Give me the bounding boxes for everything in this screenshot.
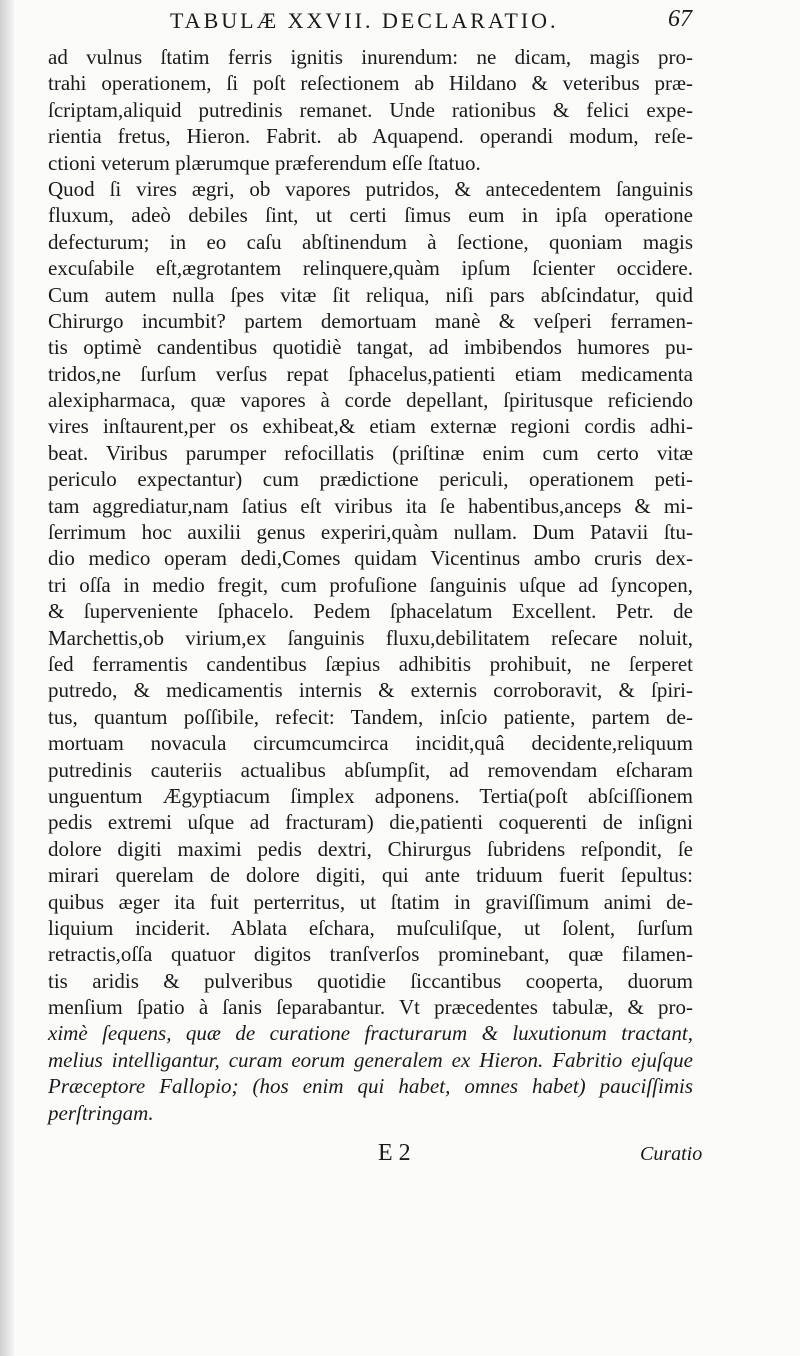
text-line: Chirurgo incumbit? partem demortuam manè & veſperi ferramen- bbox=[48, 308, 693, 333]
text-line: mortuam novacula circumcumcirca incidit,quâ decidente,reliquum bbox=[48, 731, 693, 756]
text-line: mirari querelam de dolore digiti, qui ante triduum fuerit ſepultus: bbox=[48, 863, 693, 888]
text-line: ſcriptam,aliquid putredinis remanet. Unde rationibus & felici expe- bbox=[48, 97, 693, 122]
catchword: Curatio bbox=[640, 1143, 703, 1165]
text-line: liquium inciderit. Ablata eſchara, muſculiſque, ut ſolent, ſurſum bbox=[48, 915, 693, 940]
text-line: ſerrimum hoc auxilii genus experiri,quàm nullam. Dum Patavii ſtu- bbox=[48, 520, 693, 545]
text-line: trahi operationem, ſi poſt reſectionem ab Hildano & veteribus præ- bbox=[48, 71, 693, 96]
text-line: alexipharmaca, quæ vapores à corde depellant, ſpiritusque reficiendo bbox=[48, 388, 693, 413]
text-line: ſed ferramentis candentibus ſæpius adhibitis prohibuit, ne ſerperet bbox=[48, 651, 693, 676]
text-line: Præceptore Fallopio; (hos enim qui habet, omnes habet) pauciſſimis bbox=[48, 1074, 693, 1099]
text-line: vires inſtaurent,per os exhibeat,& etiam externæ regioni cordis adhi- bbox=[48, 414, 693, 439]
text-line: periculo expectantur) cum prædictione periculi, operationem peti- bbox=[48, 467, 693, 492]
text-line: fluxum, adeò debiles ſint, ut certi ſimus eum in ipſa operatione bbox=[48, 203, 693, 228]
text-line: putredinis cauteriis actualibus abſumpſit, ad removendam eſcharam bbox=[48, 757, 693, 782]
text-line: ad vulnus ſtatim ferris ignitis inurendum: ne dicam, magis pro- bbox=[48, 45, 693, 69]
text-line: ximè ſequens, quæ de curatione fracturarum & luxutionum tractant, bbox=[48, 1021, 693, 1046]
text-line: Cum autem nulla ſpes vitæ ſit reliqua, niſi pars abſcindatur, quid bbox=[48, 282, 693, 307]
page-gutter bbox=[0, 0, 14, 1356]
text-line: rientia fretus, Hieron. Fabrit. ab Aquapend. operandi modum, reſe- bbox=[48, 124, 693, 149]
text-line: beat. Viribus parumper refocillatis (priſtinæ enim cum certo vitæ bbox=[48, 440, 693, 465]
text-line: melius intelligantur, curam eorum generalem ex Hieron. Fabritio ejuſque bbox=[48, 1047, 693, 1072]
text-line: tam aggrediatur,nam ſatius eſt viribus ita ſe habentibus,anceps & mi- bbox=[48, 493, 693, 518]
text-line: dolore digiti maximi pedis dextri, Chirurgus ſubridens reſpondit, ſe bbox=[48, 836, 693, 861]
text-line: retractis,oſſa quatuor digitos tranſverſos prominebant, quæ filamen- bbox=[48, 942, 693, 967]
text-line: tridos,ne ſurſum verſus repat ſphacelus,patienti etiam medicamenta bbox=[48, 361, 693, 386]
signature-mark: E 2 bbox=[378, 1140, 411, 1166]
text-line: perſtringam. bbox=[48, 1100, 154, 1125]
text-line: Marchettis,ob virium,ex ſanguinis fluxu,debilitatem reſecare noluit, bbox=[48, 625, 693, 650]
text-line: & ſuperveniente ſphacelo. Pedem ſphacelatum Excellent. Petr. de bbox=[48, 599, 693, 624]
body-text bbox=[48, 44, 693, 1126]
text-line: tis aridis & pulveribus quotidie ſiccantibus cooperta, duorum bbox=[48, 968, 693, 993]
text-line: tis optimè candentibus quotidiè tangat, ad imbibendos humores pu- bbox=[48, 335, 693, 360]
text-line: dio medico operam dedi,Comes quidam Vicentinus ambo cruris dex- bbox=[48, 546, 693, 571]
text-line: Quod ſi vires ægri, ob vapores putridos, & antecedentem ſanguinis bbox=[48, 176, 693, 201]
text-line: putredo, & medicamentis internis & externis corroboravit, & ſpiri- bbox=[48, 678, 693, 703]
text-line: ctioni veterum plærumque præferendum eſſe ſtatuo. bbox=[48, 150, 481, 175]
text-line: tus, quantum poſſibile, refecit: Tandem, inſcio patiente, partem de- bbox=[48, 704, 693, 729]
page-number: 67 bbox=[668, 6, 692, 32]
text-line: excuſabile eſt,ægrotantem relinquere,quàm ipſum ſcienter occidere. bbox=[48, 256, 693, 281]
running-title: TABULÆ XXVII. DECLARATIO. bbox=[170, 8, 559, 33]
text-line: pedis extremi uſque ad fracturam) die,patienti coquerenti de inſigni bbox=[48, 810, 693, 835]
text-line: defecturum; in eo caſu abſtinendum à ſectione, quoniam magis bbox=[48, 229, 693, 254]
text-line: menſium ſpatio à ſanis ſeparabantur. Vt præcedentes tabulæ, & pro- bbox=[48, 995, 693, 1020]
text-line: tri oſſa in medio fregit, cum profuſione ſanguinis uſque ad ſyncopen, bbox=[48, 572, 693, 597]
text-line: quibus æger ita fuit perterritus, ut ſtatim in graviſſimum animi de- bbox=[48, 889, 693, 914]
text-line: unguentum Ægyptiacum ſimplex adponens. Tertia(poſt abſciſſionem bbox=[48, 783, 693, 808]
